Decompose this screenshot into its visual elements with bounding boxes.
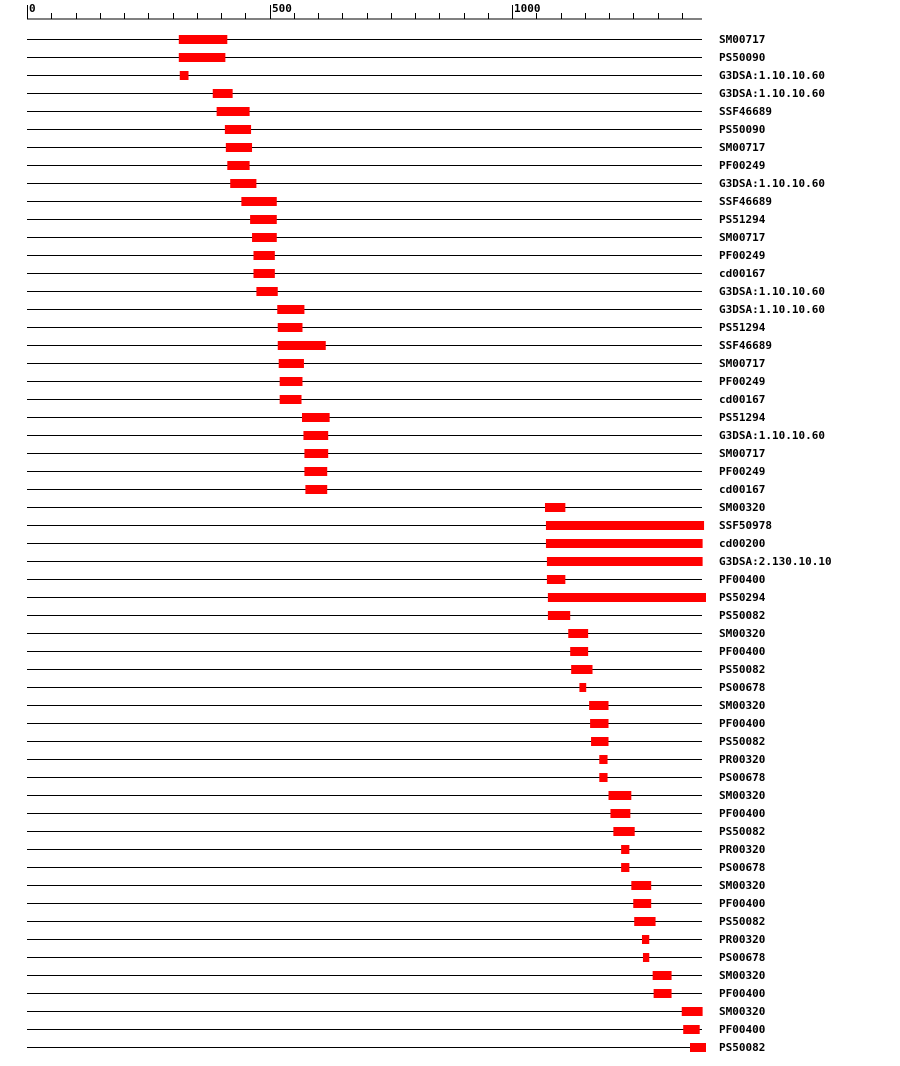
feature-label: PS50082: [719, 609, 766, 622]
feature-label: G3DSA:1.10.10.60: [719, 285, 825, 298]
feature-label: SSF46689: [719, 195, 772, 208]
feature-label: SSF46689: [719, 105, 772, 118]
feature-row: [27, 249, 765, 262]
feature-label: SM00717: [719, 447, 766, 460]
feature-label: PF00249: [719, 159, 766, 172]
feature-bar[interactable]: [599, 755, 607, 764]
feature-label: SM00320: [719, 501, 766, 514]
feature-bar[interactable]: [571, 665, 592, 674]
feature-row: [27, 825, 765, 838]
feature-label: PS50090: [719, 123, 766, 136]
feature-bar[interactable]: [225, 125, 251, 134]
feature-bar[interactable]: [610, 809, 630, 818]
feature-row: [27, 393, 765, 406]
feature-label: PS00678: [719, 951, 766, 964]
feature-bar[interactable]: [256, 287, 277, 296]
feature-bar[interactable]: [570, 647, 588, 656]
feature-label: PS51294: [719, 321, 766, 334]
feature-row: [27, 609, 765, 622]
feature-row: [27, 1023, 765, 1036]
feature-row: [27, 987, 765, 1000]
feature-row: [27, 51, 765, 64]
feature-row: [27, 105, 772, 118]
feature-label: PF00400: [719, 717, 766, 730]
feature-row: [27, 1005, 765, 1018]
feature-label: PS00678: [719, 681, 766, 694]
feature-bar[interactable]: [226, 143, 252, 152]
feature-row: [27, 285, 825, 298]
feature-bar[interactable]: [253, 251, 274, 260]
feature-row: [27, 645, 765, 658]
feature-bar[interactable]: [217, 107, 250, 116]
feature-row: [27, 213, 766, 226]
feature-bar[interactable]: [589, 701, 608, 710]
feature-row: [27, 879, 765, 892]
feature-label: PF00400: [719, 807, 766, 820]
feature-row: [27, 897, 765, 910]
feature-row: [27, 717, 765, 730]
feature-label: cd00167: [719, 393, 766, 406]
feature-bar[interactable]: [304, 467, 327, 476]
feature-label: SM00320: [719, 1005, 766, 1018]
feature-row: [27, 123, 765, 136]
feature-label: PR00320: [719, 933, 766, 946]
feature-bar[interactable]: [547, 575, 565, 584]
feature-bar[interactable]: [304, 449, 328, 458]
feature-row: [27, 537, 765, 550]
feature-label: PF00249: [719, 375, 766, 388]
feature-row: [27, 771, 765, 784]
feature-label: PS50082: [719, 825, 766, 838]
feature-rows: [27, 33, 832, 1054]
feature-bar[interactable]: [230, 179, 256, 188]
feature-bar[interactable]: [642, 935, 649, 944]
feature-bar[interactable]: [179, 35, 228, 44]
feature-row: [27, 663, 765, 676]
feature-bar[interactable]: [545, 503, 565, 512]
feature-row: [27, 789, 765, 802]
feature-bar[interactable]: [180, 71, 189, 80]
feature-bar[interactable]: [253, 269, 274, 278]
feature-bar[interactable]: [643, 953, 649, 962]
feature-row: [27, 519, 772, 532]
feature-label: SM00320: [719, 879, 766, 892]
feature-row: [27, 177, 825, 190]
feature-row: [27, 303, 825, 316]
feature-bar[interactable]: [634, 917, 655, 926]
feature-row: [27, 231, 765, 244]
feature-row: [27, 1041, 765, 1054]
feature-row: [27, 339, 772, 352]
feature-row: [27, 69, 825, 82]
feature-label: PS50082: [719, 915, 766, 928]
feature-bar[interactable]: [631, 881, 651, 890]
feature-label: PF00249: [719, 249, 766, 262]
feature-row: [27, 87, 825, 100]
feature-label: G3DSA:1.10.10.60: [719, 69, 825, 82]
feature-row: [27, 681, 765, 694]
feature-bar[interactable]: [590, 719, 608, 728]
feature-row: [27, 321, 766, 334]
axis-tick-label: 1000: [514, 2, 541, 15]
feature-bar[interactable]: [591, 737, 608, 746]
feature-row: [27, 465, 765, 478]
feature-bar[interactable]: [621, 863, 629, 872]
feature-label: PF00400: [719, 645, 766, 658]
feature-label: PS50082: [719, 1041, 766, 1054]
feature-row: [27, 483, 765, 496]
feature-label: PS51294: [719, 213, 766, 226]
feature-bar[interactable]: [278, 323, 303, 332]
feature-row: [27, 933, 765, 946]
feature-bar[interactable]: [227, 161, 249, 170]
position-axis: [27, 2, 702, 19]
feature-row: [27, 141, 765, 154]
feature-row: [27, 735, 765, 748]
feature-label: PS00678: [719, 861, 766, 874]
feature-row: [27, 501, 765, 514]
feature-label: PS50082: [719, 663, 766, 676]
feature-bar[interactable]: [682, 1007, 703, 1016]
feature-bar[interactable]: [683, 1025, 699, 1034]
feature-bar[interactable]: [280, 395, 302, 404]
feature-label: PF00400: [719, 987, 766, 1000]
feature-label: G3DSA:1.10.10.60: [719, 429, 825, 442]
feature-label: PF00400: [719, 897, 766, 910]
feature-bar[interactable]: [690, 1043, 706, 1052]
feature-label: SM00320: [719, 699, 766, 712]
feature-row: [27, 807, 765, 820]
feature-bar[interactable]: [280, 377, 303, 386]
feature-bar[interactable]: [653, 971, 672, 980]
feature-label: cd00167: [719, 267, 766, 280]
feature-bar[interactable]: [213, 89, 233, 98]
feature-label: cd00167: [719, 483, 766, 496]
feature-bar[interactable]: [303, 431, 328, 440]
feature-row: [27, 375, 765, 388]
feature-bar[interactable]: [633, 899, 651, 908]
feature-row: [27, 33, 765, 46]
feature-row: [27, 159, 765, 172]
feature-label: PR00320: [719, 843, 766, 856]
feature-label: G3DSA:2.130.10.10: [719, 555, 832, 568]
feature-row: [27, 627, 765, 640]
feature-row: [27, 951, 765, 964]
feature-row: [27, 969, 765, 982]
feature-label: SM00320: [719, 969, 766, 982]
feature-label: PS00678: [719, 771, 766, 784]
feature-label: PR00320: [719, 753, 766, 766]
feature-bar[interactable]: [599, 773, 607, 782]
feature-label: PF00400: [719, 573, 766, 586]
feature-bar[interactable]: [252, 233, 277, 242]
feature-label: G3DSA:1.10.10.60: [719, 87, 825, 100]
feature-bar[interactable]: [546, 539, 703, 548]
feature-bar[interactable]: [613, 827, 634, 836]
feature-bar[interactable]: [568, 629, 588, 638]
feature-bar[interactable]: [548, 611, 570, 620]
feature-row: [27, 429, 825, 442]
feature-bar[interactable]: [547, 557, 703, 566]
feature-row: [27, 447, 765, 460]
axis-tick-label: 500: [272, 2, 292, 15]
feature-label: SM00717: [719, 357, 766, 370]
feature-label: SM00717: [719, 231, 766, 244]
feature-bar[interactable]: [250, 215, 277, 224]
feature-label: G3DSA:1.10.10.60: [719, 177, 825, 190]
feature-bar[interactable]: [548, 593, 706, 602]
feature-row: [27, 555, 832, 568]
feature-label: PS50090: [719, 51, 766, 64]
feature-label: SM00320: [719, 789, 766, 802]
feature-label: SSF50978: [719, 519, 772, 532]
feature-row: [27, 195, 772, 208]
feature-bar[interactable]: [241, 197, 276, 206]
feature-bar[interactable]: [609, 791, 632, 800]
feature-label: cd00200: [719, 537, 766, 550]
feature-label: SM00320: [719, 627, 766, 640]
feature-label: PF00400: [719, 1023, 766, 1036]
feature-bar[interactable]: [654, 989, 672, 998]
feature-label: PS51294: [719, 411, 766, 424]
axis-tick-label: 0: [29, 2, 36, 15]
feature-row: [27, 915, 765, 928]
feature-label: PF00249: [719, 465, 766, 478]
feature-bar[interactable]: [278, 341, 326, 350]
feature-bar[interactable]: [579, 683, 586, 692]
feature-row: [27, 411, 766, 424]
feature-label: SSF46689: [719, 339, 772, 352]
feature-bar[interactable]: [305, 485, 327, 494]
feature-label: PS50082: [719, 735, 766, 748]
feature-row: [27, 267, 765, 280]
feature-bar[interactable]: [279, 359, 304, 368]
feature-row: [27, 591, 766, 604]
feature-row: [27, 699, 765, 712]
feature-row: [27, 573, 765, 586]
feature-bar[interactable]: [621, 845, 629, 854]
feature-bar[interactable]: [277, 305, 304, 314]
feature-row: [27, 753, 765, 766]
feature-label: PS50294: [719, 591, 766, 604]
feature-row: [27, 357, 765, 370]
feature-label: SM00717: [719, 33, 766, 46]
feature-label: SM00717: [719, 141, 766, 154]
feature-bar[interactable]: [546, 521, 704, 530]
feature-bar[interactable]: [179, 53, 226, 62]
feature-label: G3DSA:1.10.10.60: [719, 303, 825, 316]
feature-bar[interactable]: [302, 413, 330, 422]
feature-row: [27, 843, 765, 856]
feature-row: [27, 861, 765, 874]
